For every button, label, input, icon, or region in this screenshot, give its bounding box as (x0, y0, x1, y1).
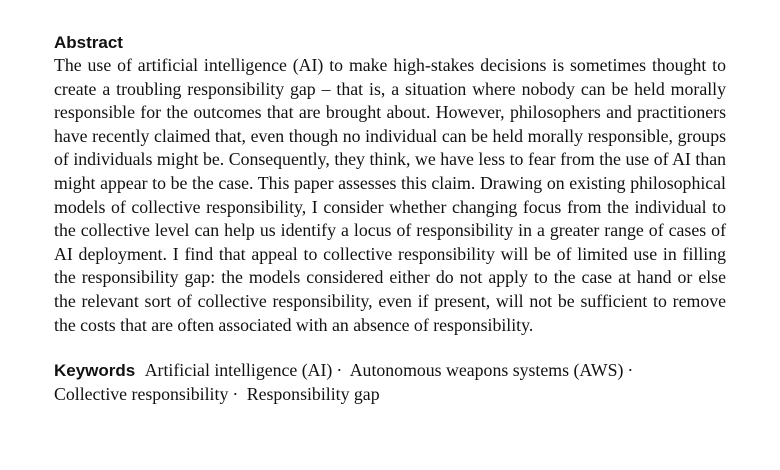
keywords-block (54, 359, 726, 406)
keyword-item: Responsibility gap (246, 383, 380, 404)
keyword-item: Autonomous weapons systems (AWS) (349, 360, 624, 381)
paper-abstract-section (54, 32, 726, 406)
keyword-separator: · (336, 360, 343, 381)
keyword-separator: · (627, 360, 634, 381)
keyword-item: Collective responsibility (54, 383, 229, 404)
keyword-separator: · (232, 383, 239, 404)
abstract-heading: Abstract (54, 33, 123, 52)
keyword-item: Artificial intelligence (AI) (144, 360, 333, 381)
abstract-text: The use of artificial intelligence (AI) to make high-stakes decisions is sometimes thought to create a troubling responsibility gap – that is, a situation where nobody can be held morally responsible for the outcomes that are brought about. However, philosophers and practitioners have recently claimed that, even though no individual can be held morally responsible, groups of individuals might be. Consequently, they think, we have less to fear from the use of AI than might appear to be the case. This paper assesses this claim. Drawing on existing philosophical models of collective responsibility, I consider whether changing focus from the individual to the collective level can help us identify a locus of responsibility in a greater range of cases of AI deployment. I find that appeal to collective responsibility will be of limited use in filling the responsibility gap: the models considered either do not apply to the case at hand or else the relevant sort of collective responsibility, even if present, will not be sufficient to remove the costs that are often associated with an absence of responsibility. (54, 55, 726, 335)
keywords-label: Keywords (54, 361, 136, 381)
